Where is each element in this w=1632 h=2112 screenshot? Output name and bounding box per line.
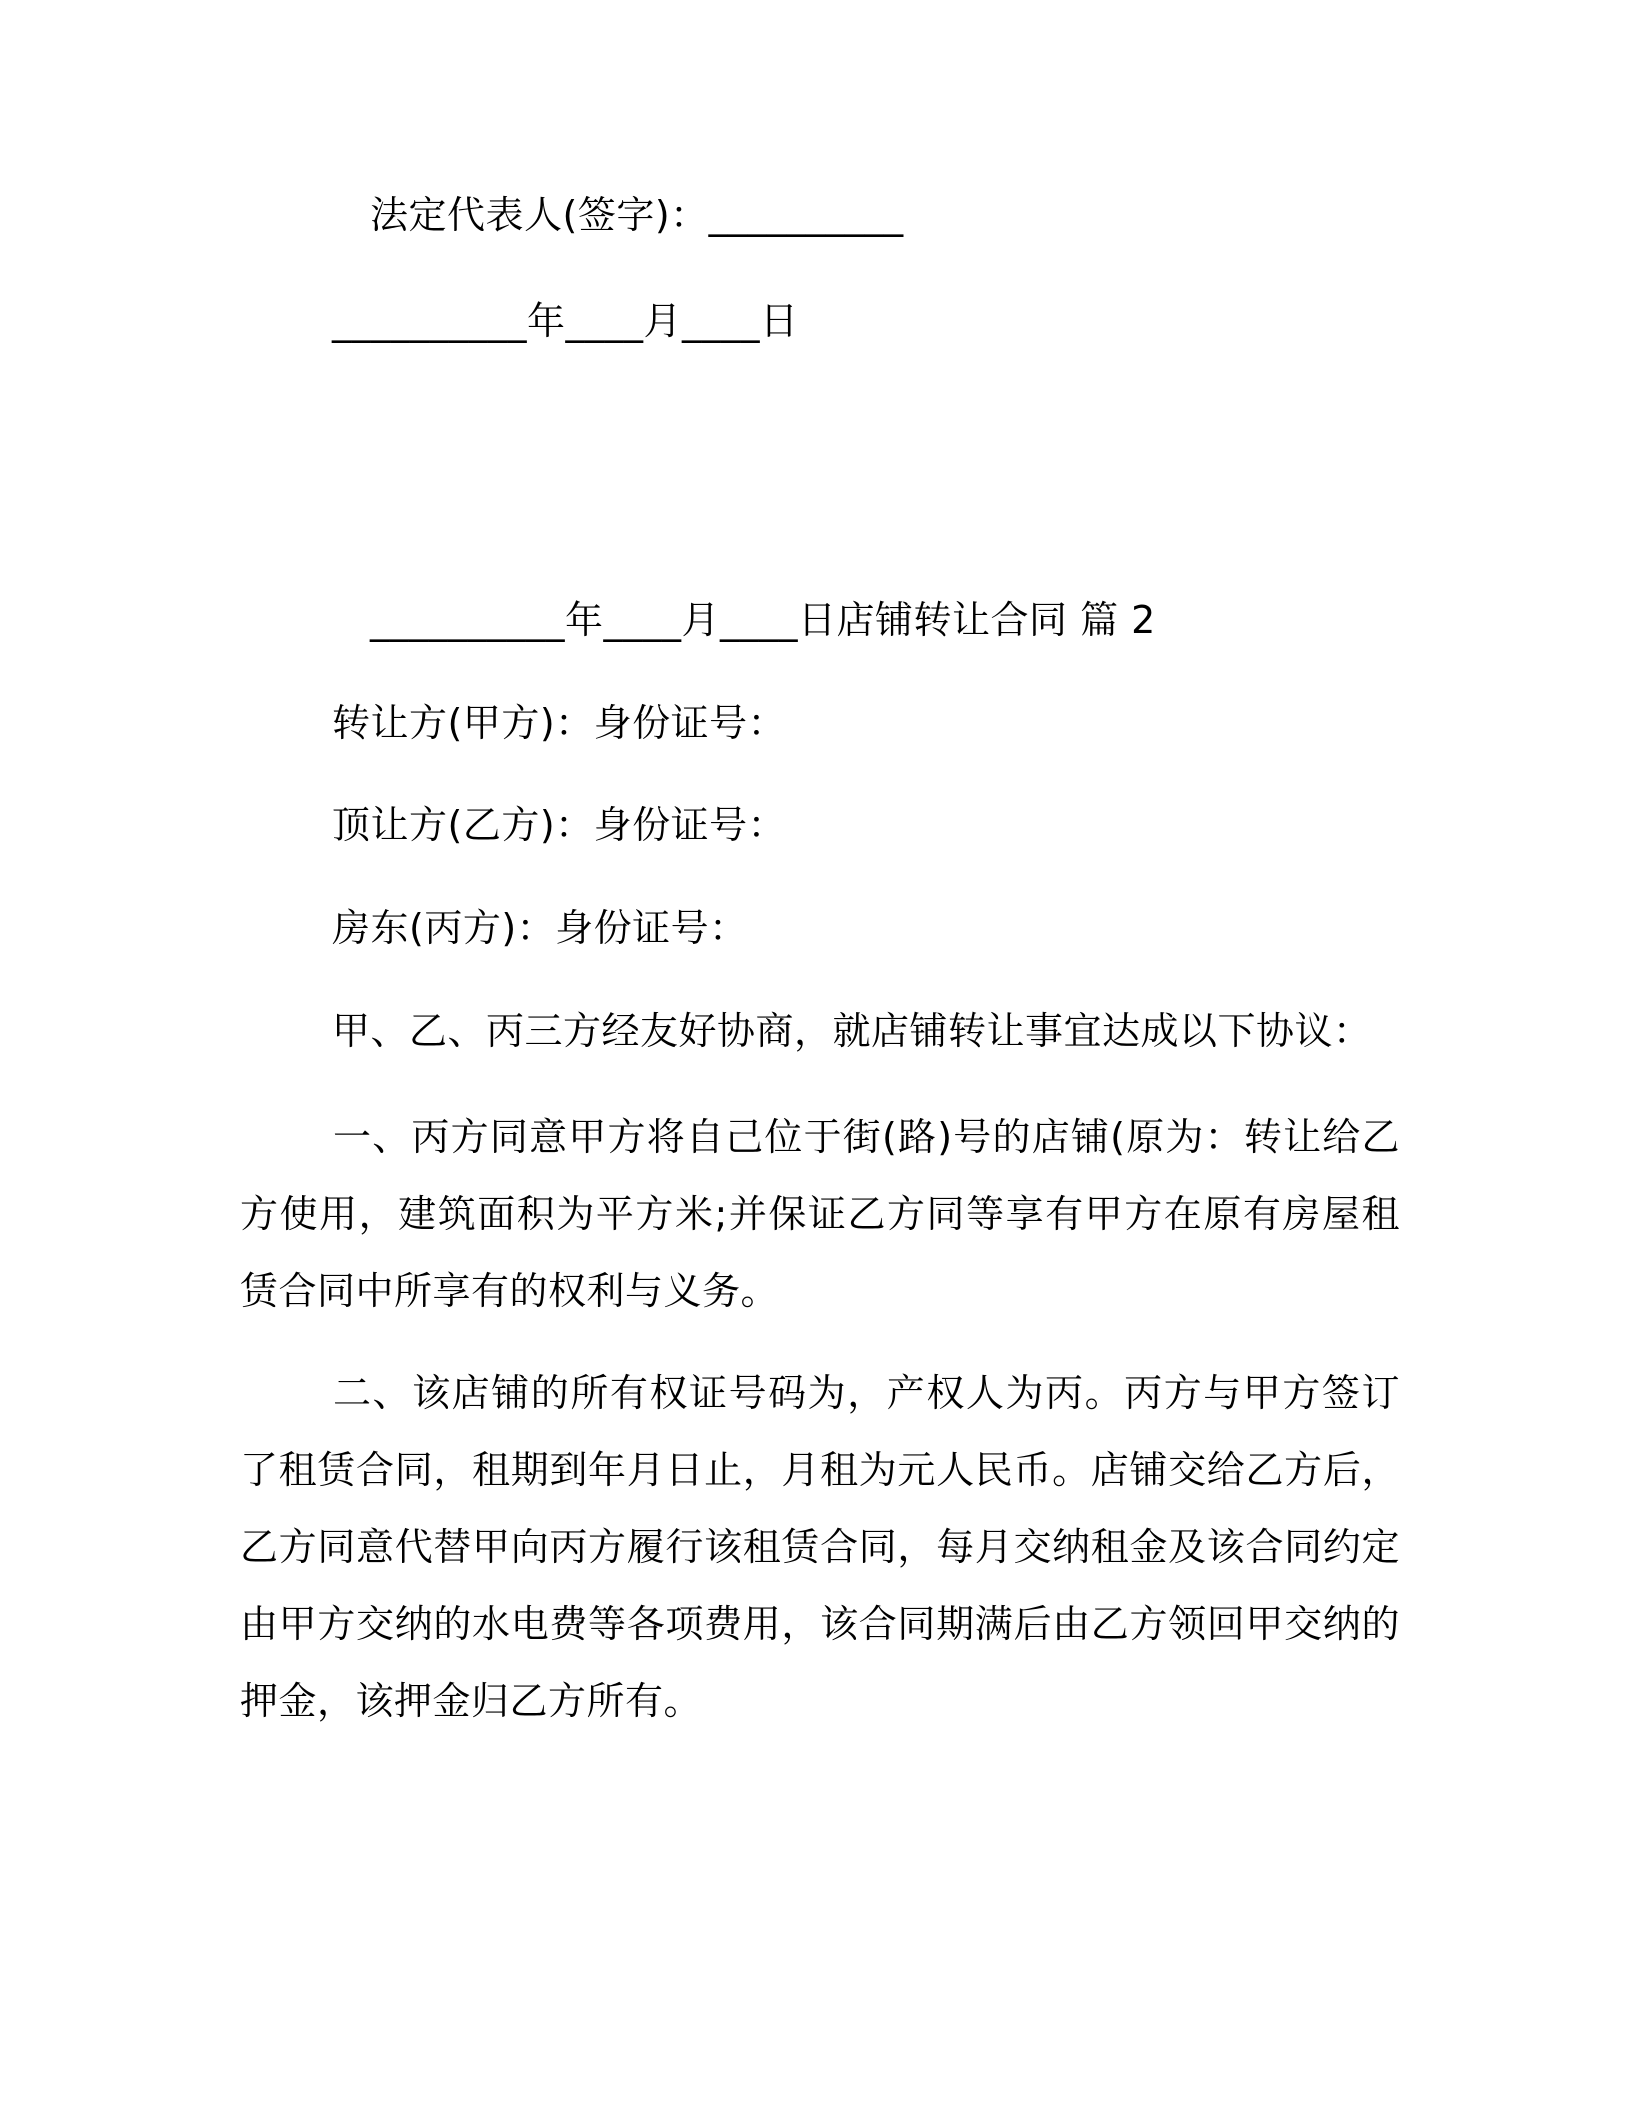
party-landlord: 房东(丙方)：身份证号： [332,906,748,950]
contract-title: __________年____月____日店铺转让合同 篇 2 [370,598,1156,642]
intro-paragraph: 甲、乙、丙三方经友好协商，就店铺转让事宜达成以下协议： [332,1009,1372,1053]
clause-one: 一、丙方同意甲方将自己位于街(路)号的店铺(原为：转让给乙方使用，建筑面积为平方米;并保证乙方同等享有甲方在原有房屋租赁合同中所享有的权利与义务。 [240,1115,1400,1313]
party-transferee: 顶让方(乙方)：身份证号： [332,803,787,847]
signature-line: 法定代表人(签字)：__________ [370,193,904,237]
party-transferor: 转让方(甲方)：身份证号： [332,701,787,745]
clause-two: 二、该店铺的所有权证号码为，产权人为丙。丙方与甲方签订了租赁合同，租期到年月日止，月租为元人民币。店铺交给乙方后，乙方同意代替甲向丙方履行该租赁合同，每月交纳租金及该合同约定由甲方交纳的水电费等各项费用，该合同期满后由乙方领回甲交纳的押金，该押金归乙方所有。 [240,1371,1400,1723]
date-line: __________年____月____日 [332,299,799,343]
